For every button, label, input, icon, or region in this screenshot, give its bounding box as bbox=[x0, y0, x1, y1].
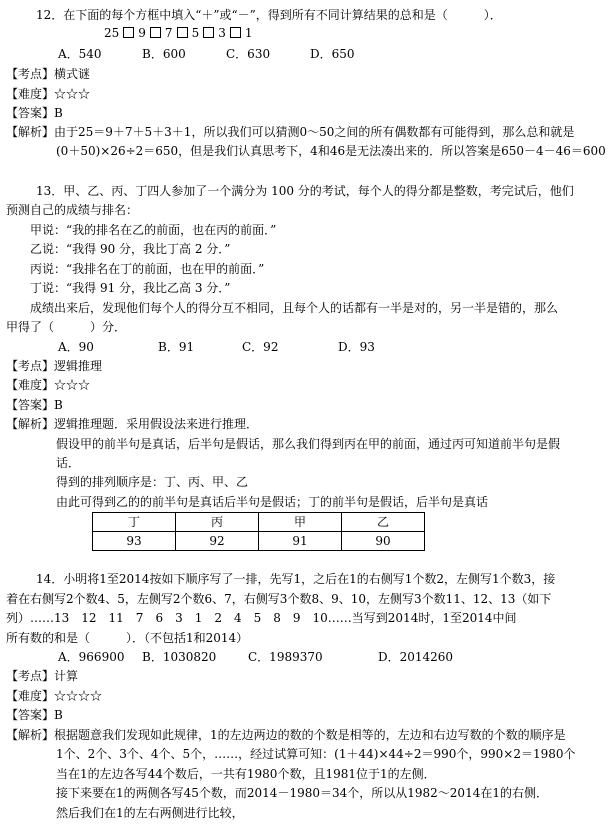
q14-stem-1: 14．小明将1至2014按如下顺序写了一排，先写1，之后在1的右侧写1个数2，左侧写1个数3，接 bbox=[36, 572, 556, 586]
expr-num: 5 bbox=[191, 26, 200, 40]
q12-options bbox=[58, 45, 355, 63]
q13-question-2: 甲得了（ ）分． bbox=[6, 320, 127, 334]
expr-num: 25 bbox=[104, 26, 120, 40]
table-header-row bbox=[93, 513, 425, 532]
q14-jiexi-2: 1个、2个、3个、4个、5个，……，经过试算可知：(1＋44)×44÷2＝990个，990×2＝1980个 bbox=[56, 747, 576, 761]
option-c: C．92 bbox=[242, 340, 279, 354]
q14-stem-2: 着在右侧写2个数4、5，左侧写2个数6、7，右侧写3个数8、9、10，左侧写3个数11、12、13（如下 bbox=[6, 592, 552, 606]
q13-jiexi-4: 得到的排列顺序是：丁、丙、甲、乙 bbox=[56, 475, 249, 489]
q12-stem: 12．在下面的每个方框中填入“＋”或“－”，得到所有不同计算结果的总和是（ ）． bbox=[36, 8, 502, 22]
table-cell: 92 bbox=[176, 532, 259, 551]
q13-jiexi-3: 话． bbox=[56, 456, 81, 470]
q13-jiexi-5: 由此可得到乙的的前半句是真话后半句是假话；丁的前半句是假话，后半句是真话 bbox=[56, 495, 489, 509]
table-cell: 91 bbox=[259, 532, 342, 551]
blank-box bbox=[177, 27, 188, 38]
q13-kaodian: 【考点】逻辑推理 bbox=[6, 359, 103, 373]
expr-num: 9 bbox=[138, 26, 146, 40]
option-d: D．650 bbox=[310, 47, 355, 61]
table-cell: 乙 bbox=[342, 513, 425, 532]
q14-options bbox=[58, 648, 453, 666]
option-b: B．1030820 bbox=[142, 650, 217, 664]
expr-num: 7 bbox=[164, 26, 173, 40]
table-row bbox=[93, 532, 425, 551]
q14-daan: 【答案】B bbox=[6, 708, 63, 722]
blank-box bbox=[203, 27, 214, 38]
q13-stem-1: 13．甲、乙、丙、丁四人参加了一个满分为 100 分的考试，每个人的得分都是整数，考完试后，他们 bbox=[36, 184, 574, 198]
option-c: C．1989370 bbox=[248, 650, 323, 664]
q13-yi: 乙说：“我得 90 分，我比丁高 2 分．” bbox=[30, 242, 231, 256]
q13-jia: 甲说：“我的排名在乙的前面，也在丙的前面．” bbox=[30, 223, 277, 237]
q13-options bbox=[58, 338, 375, 356]
q14-kaodian: 【考点】计算 bbox=[6, 669, 79, 683]
expr-num: 1 bbox=[244, 26, 253, 40]
q14-jiexi-4: 接下来要在1的两侧各写45个数，而2014－1980＝34个，所以从1982～2014在1的右侧． bbox=[56, 786, 548, 800]
q12-daan: 【答案】B bbox=[6, 106, 63, 120]
q13-stem-2: 预测自己的成绩与排名： bbox=[6, 203, 139, 217]
q13-jiexi-1: 【解析】逻辑推理题．采用假设法来进行推理． bbox=[6, 417, 259, 431]
q12-jiexi-2: (0＋50)×26÷2＝650，但是我们认真思考下，4和46是无法凑出来的．所以答案是650－4－46＝600 bbox=[56, 144, 606, 158]
option-c: C．630 bbox=[226, 47, 271, 61]
blank-box bbox=[230, 27, 241, 38]
q13-jiexi-2: 假设甲的前半句是真话，后半句是假话，那么我们得到丙在甲的前面，通过丙可知道前半句是假 bbox=[56, 437, 561, 451]
q13-bing: 丙说：“我排名在丁的前面，也在甲的前面．” bbox=[30, 262, 265, 276]
table-cell: 丁 bbox=[93, 513, 176, 532]
q12-jiexi-1: 【解析】由于25＝9＋7＋5＋3＋1，所以我们可以猜测0～50之间的所有偶数都有可能得到，那么总和就是 bbox=[6, 125, 575, 139]
q14-jiexi-5: 然后我们在1的左右两侧进行比较， bbox=[56, 806, 244, 820]
q13-daan: 【答案】B bbox=[6, 398, 63, 412]
q14-jiexi-3: 当在1的左边各写44个数后，一共有1980个数，且1981位于1的左侧． bbox=[56, 767, 436, 781]
option-d: D．93 bbox=[338, 340, 375, 354]
q14-jiexi-1: 【解析】根据题意我们发现如此规律，1的左边两边的数的个数是相等的，左边和右边写数的个数的顺序是 bbox=[6, 728, 566, 742]
table-cell: 甲 bbox=[259, 513, 342, 532]
option-b: B．91 bbox=[158, 340, 195, 354]
q14-nandu: 【难度】☆☆☆☆ bbox=[6, 689, 103, 703]
q13-nandu: 【难度】☆☆☆ bbox=[6, 378, 91, 392]
q14-stem-3: 列）……13 12 11 7 6 3 1 2 4 5 8 9 10……当写到2014时，1至2014中间 bbox=[6, 611, 517, 625]
table-cell: 丙 bbox=[176, 513, 259, 532]
q12-kaodian: 【考点】横式谜 bbox=[6, 67, 91, 81]
ranking-table bbox=[92, 512, 425, 551]
q13-question-1: 成绩出来后，发现他们每个人的得分互不相同，且每个人的话都有一半是对的，另一半是错的，那么 bbox=[30, 301, 559, 315]
q12-nandu: 【难度】☆☆☆ bbox=[6, 87, 91, 101]
expr-num: 3 bbox=[218, 26, 226, 40]
option-b: B．600 bbox=[142, 47, 186, 61]
option-a: A．966900 bbox=[58, 650, 125, 664]
option-a: A．90 bbox=[58, 340, 94, 354]
table-cell: 93 bbox=[93, 532, 176, 551]
option-d: D．2014260 bbox=[378, 650, 454, 664]
q13-ding: 丁说：“我得 91 分，我比乙高 3 分．” bbox=[30, 281, 231, 295]
blank-box bbox=[123, 27, 134, 38]
table-cell: 90 bbox=[342, 532, 425, 551]
option-a: A．540 bbox=[58, 47, 102, 61]
blank-box bbox=[150, 27, 161, 38]
q14-stem-4: 所有数的和是（ ）．（不包括1和2014） bbox=[6, 631, 249, 645]
q12-expression bbox=[104, 24, 252, 42]
